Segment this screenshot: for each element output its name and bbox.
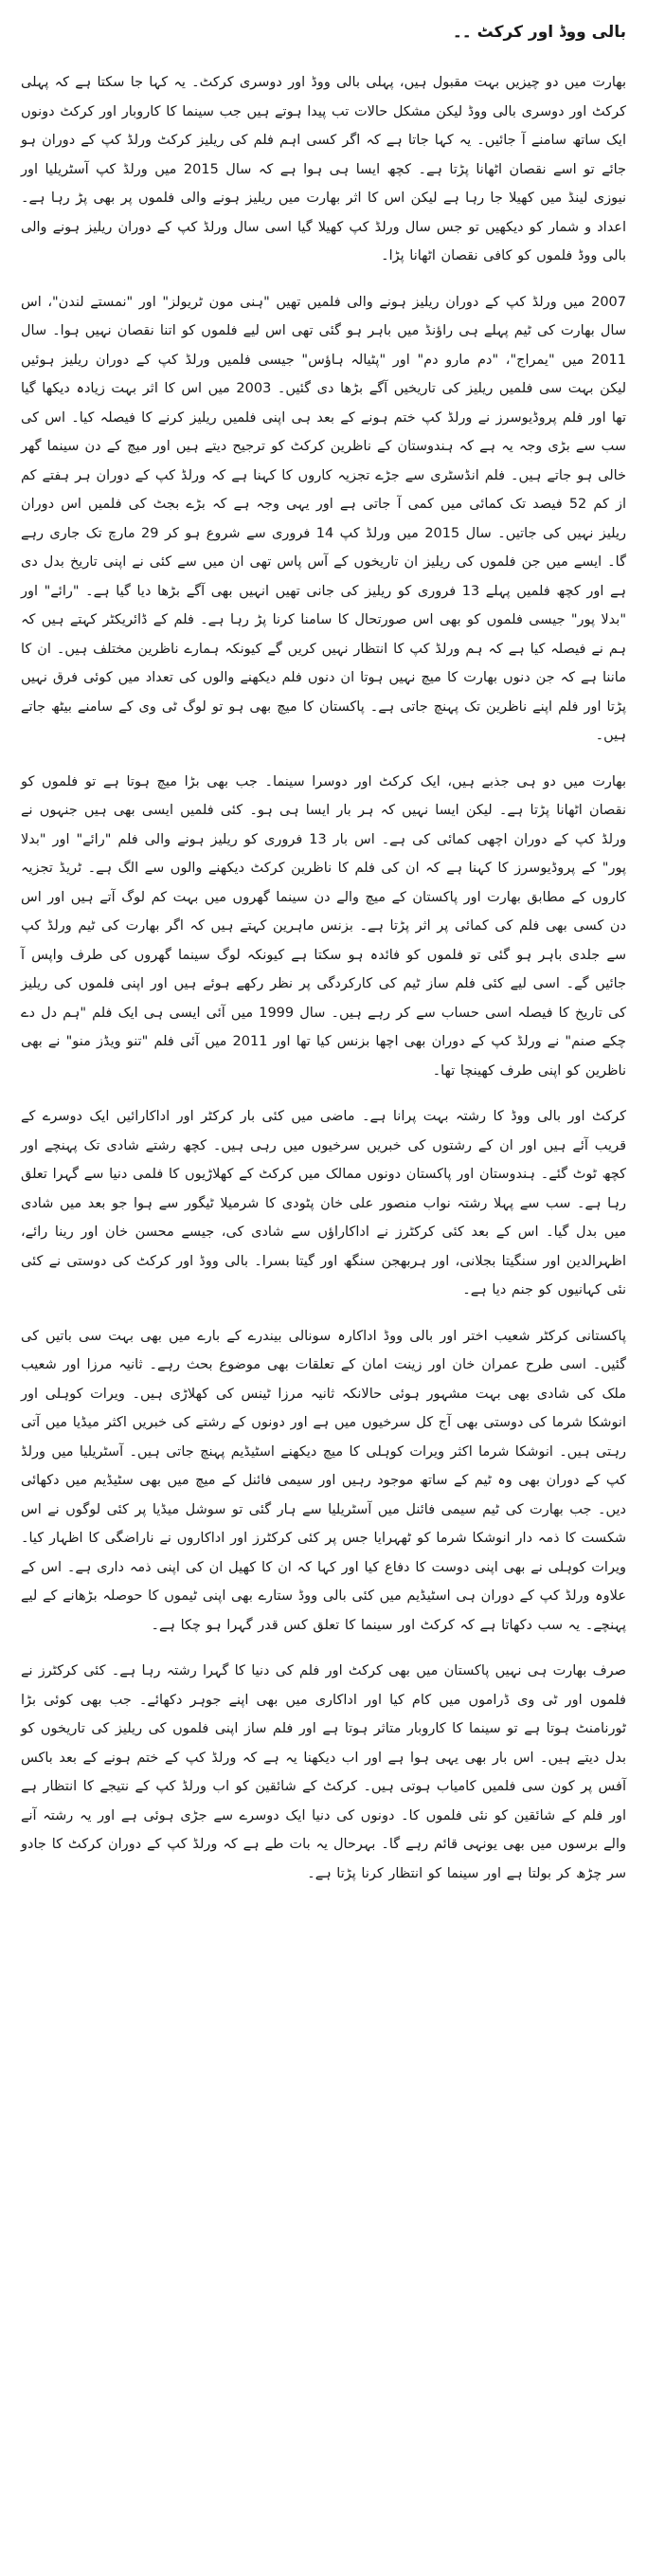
article-paragraph-3: بھارت میں دو ہی جذبے ہیں، ایک کرکٹ اور دوسرا سینما۔ جب بھی بڑا میچ ہوتا ہے تو فلموں کو نقصان اٹھانا پڑتا ہے۔ لیکن ایسا نہیں کہ ہر بار ایسا ہی ہو۔ کئی فلمیں ایسی بھی ہیں جنہوں نے ورلڈ کپ کے دوران اچھی کمائی کی ہے۔ اس بار 13 فروری کو ریلیز ہونے والی فلم "رائے" اور "بدلا پور" کے پروڈیوسرز کا کہنا ہے کہ ان کی فلم کا ناظرین کرکٹ دیکھنے والوں سے الگ ہے۔ ٹریڈ تجزیہ کاروں کے مطابق بھارت اور پاکستان کے میچ والے دن سینما گھروں میں بہت کم لوگ آتے ہیں اور اس دن کسی بھی فلم کی کمائی پر اثر پڑتا ہے۔ بزنس ماہرین کہتے ہیں کہ اگر بھارت کی ٹیم ورلڈ کپ سے جلدی باہر ہو گئی تو فلموں کو فائدہ ہو سکتا ہے کیونکہ لوگ سینما گھروں کی طرف واپس آ جائیں گے۔ اسی لیے کئی فلم ساز ٹیم کی کارکردگی پر نظر رکھے ہوئے ہیں اور اپنی فلموں کی ریلیز کی تاریخ کا فیصلہ اسی حساب سے کر رہے ہیں۔ سال 1999 میں آئی ایسی ہی ایک فلم "ہم دل دے چکے صنم" نے ورلڈ کپ کے دوران بھی اچھا بزنس کیا تھا اور 2011 میں آئی فلم "تنو ویڈز منو" نے بھی ناظرین کو اپنی طرف کھینچا تھا۔ — [21, 773, 626, 1079]
article-paragraph-4: کرکٹ اور بالی ووڈ کا رشتہ بہت پرانا ہے۔ ماضی میں کئی بار کرکٹر اور اداکارائیں ایک دوسرے کے قریب آئے ہیں اور ان کے رشتوں کی خبریں سرخیوں میں رہی ہیں۔ کچھ رشتے شادی تک پہنچے اور کچھ ٹوٹ گئے۔ ہندوستان اور پاکستان دونوں ممالک میں کرکٹ کے کھلاڑیوں کا فلمی دنیا سے گہرا تعلق رہا ہے۔ سب سے پہلا رشتہ نواب منصور علی خان پٹودی کا شرمیلا ٹیگور سے ہوا جو بعد میں شادی میں بدل گیا۔ اس کے بعد کئی کرکٹرز نے اداکاراؤں سے شادی کی، جیسے محسن خان اور رینا رائے، اظہرالدین اور سنگیتا بجلانی، اور ہربھجن سنگھ اور گیتا بسرا۔ بالی ووڈ اور کرکٹ کی دوستی نے کئی نئی کہانیوں کو جنم دیا ہے۔ — [21, 1109, 626, 1297]
article-paragraph-6: صرف بھارت ہی نہیں پاکستان میں بھی کرکٹ اور فلم کی دنیا کا گہرا رشتہ رہا ہے۔ کئی کرکٹرز نے فلموں اور ٹی وی ڈراموں میں کام کیا اور اداکاری میں بھی اپنے جوہر دکھائے۔ جب بھی کوئی بڑا ٹورنامنٹ ہوتا ہے تو سینما کا کاروبار متاثر ہوتا ہے اور فلم ساز اپنی فلموں کی ریلیز کی تاریخوں کو بدل دیتے ہیں۔ اس بار بھی یہی ہوا ہے اور اب دیکھنا یہ ہے کہ ورلڈ کپ کے ختم ہونے کے بعد باکس آفس پر کون سی فلمیں کامیاب ہوتی ہیں۔ کرکٹ کے شائقین کو اب ورلڈ کپ کے نتیجے کا انتظار ہے اور فلم کے شائقین کو نئی فلموں کا۔ دونوں کی دنیا ایک دوسرے سے جڑی ہوئی ہے اور یہ رشتہ آنے والے برسوں میں بھی یونہی قائم رہے گا۔ بہرحال یہ بات طے ہے کہ ورلڈ کپ کے دوران کرکٹ کا جادو سر چڑھ کر بولتا ہے اور سینما کو انتظار کرنا پڑتا ہے۔ — [21, 1663, 626, 1881]
article — [21, 21, 626, 1905]
article-title: بالی ووڈ اور کرکٹ ۔۔ — [452, 23, 626, 42]
article-paragraph-5: پاکستانی کرکٹر شعیب اختر اور بالی ووڈ اداکارہ سونالی بیندرے کے بارے میں بھی بہت سی باتیں کی گئیں۔ اسی طرح عمران خان اور زینت امان کے تعلقات بھی موضوع بحث رہے۔ ثانیہ مرزا اور شعیب ملک کی شادی بھی بہت مشہور ہوئی حالانکہ ثانیہ مرزا ٹینس کی کھلاڑی ہیں۔ ویرات کوہلی اور انوشکا شرما کی دوستی بھی آج کل سرخیوں میں ہے اور دونوں کے رشتے کی خبریں اکثر میڈیا میں آتی رہتی ہیں۔ انوشکا شرما اکثر ویرات کوہلی کا میچ دیکھنے اسٹیڈیم پہنچ جاتی ہیں۔ آسٹریلیا میں ورلڈ کپ کے دوران بھی وہ ٹیم کے ساتھ موجود رہیں اور سیمی فائنل کے میچ میں بھی سٹیڈیم میں دکھائی دیں۔ جب بھارت کی ٹیم سیمی فائنل میں آسٹریلیا سے ہار گئی تو سوشل میڈیا پر کئی لوگوں نے اس شکست کا ذمہ دار انوشکا شرما کو ٹھہرایا جس پر کئی کرکٹرز اور اداکاروں نے ناراضگی کا اظہار کیا۔ ویرات کوہلی نے بھی اپنی دوست کا دفاع کیا اور کہا کہ ان کا کھیل ان کی اپنی ذمہ داری ہے۔ اس کے علاوہ ورلڈ کپ کے دوران ہی اسٹیڈیم میں کئی بالی ووڈ ستارے بھی اپنی ٹیموں کا حوصلہ بڑھانے کے لیے پہنچے۔ یہ سب دکھاتا ہے کہ کرکٹ اور سینما کا تعلق کس قدر گہرا ہو چکا ہے۔ — [21, 1328, 626, 1633]
article-paragraph-1: بھارت میں دو چیزیں بہت مقبول ہیں، پہلی بالی ووڈ اور دوسری کرکٹ۔ یہ کہا جا سکتا ہے کہ پہلی کرکٹ اور دوسری بالی ووڈ لیکن مشکل حالات تب پیدا ہوتے ہیں جب سینما کا کاروبار اور کرکٹ دونوں ایک ساتھ سامنے آ جائیں۔ یہ کہا جاتا ہے کہ اگر کسی اہم فلم کی ریلیز کرکٹ ورلڈ کپ کے دوران ہو جائے تو اسے نقصان اٹھانا پڑتا ہے۔ کچھ ایسا ہی ہوا ہے کہ سال 2015 میں ورلڈ کپ آسٹریلیا اور نیوزی لینڈ میں کھیلا جا رہا ہے لیکن اس کا اثر بھارت میں ریلیز ہونے والی فلموں پر بھی پڑ رہا ہے۔ اعداد و شمار کو دیکھیں تو جس سال ورلڈ کپ کھیلا گیا اسی سال ورلڈ کپ کے دوران ریلیز ہونے والی بالی ووڈ فلموں کو کافی نقصان اٹھانا پڑا۔ — [21, 75, 626, 263]
article-paragraph-2: 2007 میں ورلڈ کپ کے دوران ریلیز ہونے والی فلمیں تھیں "ہنی مون ٹریولز" اور "نمستے لندن"، اس سال بھارت کی ٹیم پہلے ہی راؤنڈ میں باہر ہو گئی تھی اس لیے فلموں کو اتنا نقصان نہیں ہوا۔ سال 2011 میں "یمراج"، "دم مارو دم" اور "پٹیالہ ہاؤس" جیسی فلمیں ورلڈ کپ کے دوران ریلیز ہوئیں لیکن بہت سی فلمیں ریلیز کی تاریخیں آگے بڑھا دی گئیں۔ 2003 میں اس کا اثر بہت زیادہ دیکھا گیا تھا اور فلم پروڈیوسرز نے ورلڈ کپ ختم ہونے کے بعد ہی اپنی فلمیں ریلیز کرنے کا فیصلہ کیا۔ اس کی سب سے بڑی وجہ یہ ہے کہ ہندوستان کے ناظرین کرکٹ کو ترجیح دیتے ہیں اور میچ کے دن سینما گھر خالی ہو جاتے ہیں۔ فلم انڈسٹری سے جڑے تجزیہ کاروں کا کہنا ہے کہ ورلڈ کپ کے دوران ہر ہفتے کم از کم 52 فیصد تک کمائی میں کمی آ جاتی ہے اور یہی وجہ ہے کہ بڑے بجٹ کی فلمیں اس دوران ریلیز نہیں کی جاتیں۔ سال 2015 میں ورلڈ کپ 14 فروری سے شروع ہو کر 29 مارچ تک جاری رہے گا۔ ایسے میں جن فلموں کی ریلیز ان تاریخوں کے آس پاس تھی ان میں سے کئی نے اپنی تاریخ بدل دی ہے اور کچھ فلمیں پہلے 13 فروری کو ریلیز کی جانی تھیں انہیں بھی آگے بڑھا دیا گیا ہے۔ "رائے" اور "بدلا پور" جیسی فلموں کو بھی اس صورتحال کا سامنا کرنا پڑ رہا ہے۔ فلم کے ڈائریکٹر کہتے ہیں کہ ہم نے فیصلہ کیا ہے کہ ہم ورلڈ کپ کا انتظار نہیں کریں گے کیونکہ ہمارے ناظرین مختلف ہیں۔ ان کا ماننا ہے کہ جن دنوں بھارت کا میچ نہیں ہوتا ان دنوں فلم دیکھنے والوں کی تعداد میں کوئی فرق نہیں پڑتا اور فلم اپنے ناظرین تک پہنچ جاتی ہے۔ پاکستان کا میچ بھی ہو تو لوگ ٹی وی کے سامنے بیٹھ جاتے ہیں۔ — [21, 294, 627, 743]
